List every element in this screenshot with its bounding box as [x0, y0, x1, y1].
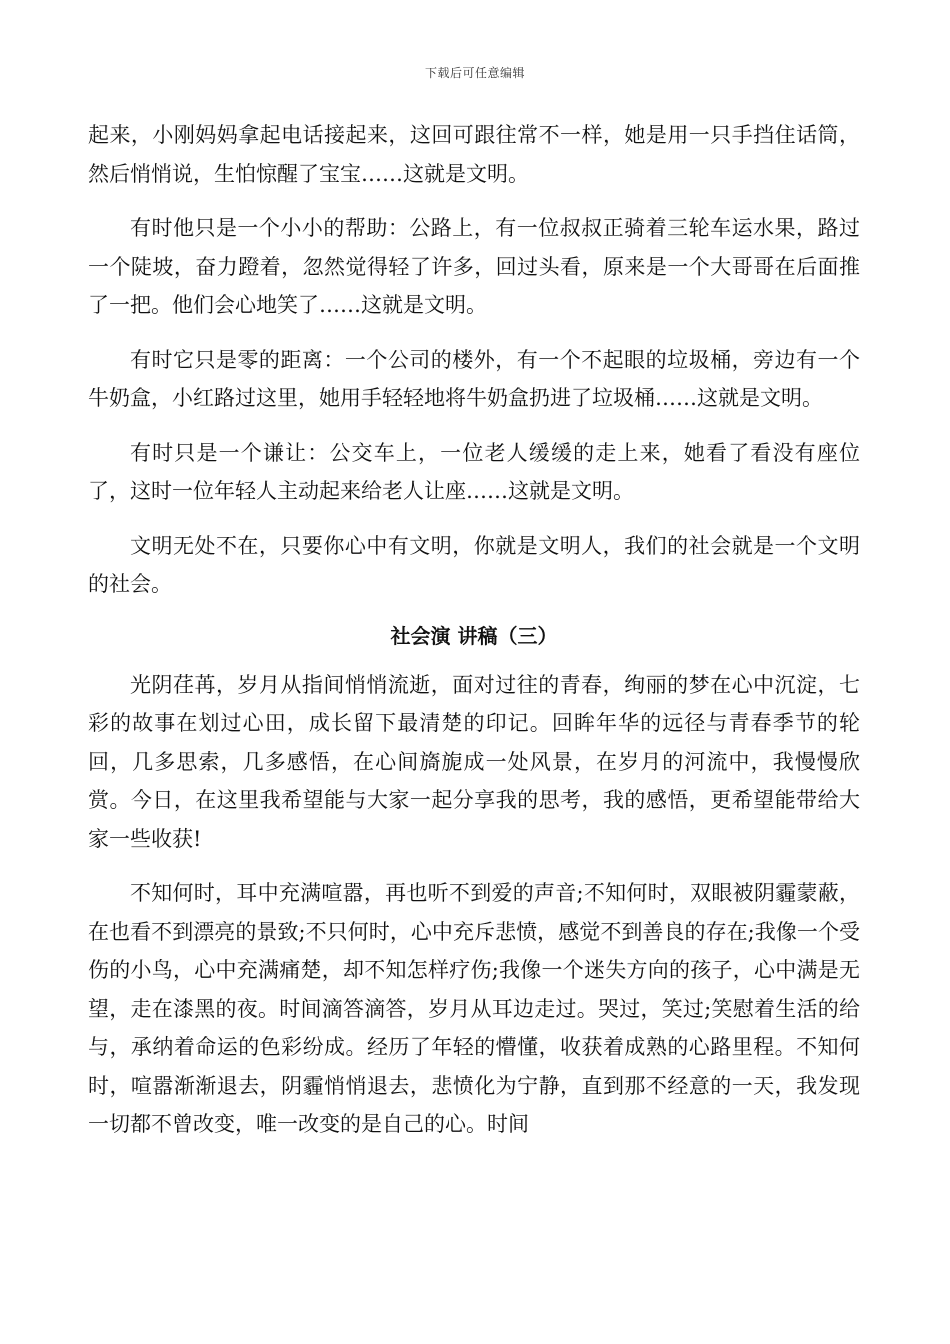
paragraph: 有时只是一个谦让：公交车上，一位老人缓缓的走上来，她看了看没有座位了，这时一位年轻人主动起来给老人让座……这就是文明。 [88, 440, 860, 503]
paragraph-continuation: 起来，小刚妈妈拿起电话接起来，这回可跟往常不一样，她是用一只手挡住话筒，然后悄悄说，生怕惊醒了宝宝……这就是文明。 [88, 123, 860, 186]
paragraph: 有时它只是零的距离：一个公司的楼外，有一个不起眼的垃圾桶，旁边有一个牛奶盒，小红路过这里，她用手轻轻地将牛奶盒扔进了垃圾桶……这就是文明。 [88, 347, 860, 410]
paragraph: 不知何时，耳中充满喧嚣，再也听不到爱的声音;不知何时，双眼被阴霾蒙蔽，在也看不到漂亮的景致;不只何时，心中充斥悲愤，感觉不到善良的存在;我像一个受伤的小鸟，心中充满痛楚，却不知怎样疗伤;我像一个迷失方向的孩子，心中满是无望，走在漆黑的夜。时间滴答滴答，岁月从耳边走过。哭过，笑过;笑慰着生活的给与，承纳着命运的色彩纷成。经历了年轻的懵懂，收获着成熟的心路里程。不知何时，喧嚣渐渐退去，阴霾悄悄退去，悲愤化为宁静，直到那不经意的一天，我发现一切都不曾改变，唯一改变的是自己的心。时间 [88, 881, 860, 1136]
paragraph: 光阴荏苒，岁月从指间悄悄流逝，面对过往的青春，绚丽的梦在心中沉淀，七彩的故事在划过心田，成长留下最清楚的印记。回眸年华的远径与青春季节的轮回，几多思索，几多感悟，在心间旖旎成一处风景，在岁月的河流中，我慢慢欣赏。今日，在这里我希望能与大家一起分享我的思考，我的感悟，更希望能带给大家一些收获! [88, 672, 860, 851]
paragraph: 文明无处不在，只要你心中有文明，你就是文明人，我们的社会就是一个文明的社会。 [88, 533, 860, 596]
document-body [88, 116, 860, 1160]
paragraph: 有时他只是一个小小的帮助：公路上，有一位叔叔正骑着三轮车运水果，路过一个陡坡，奋力蹬着，忽然觉得轻了许多，回过头看，原来是一个大哥哥在后面推了一把。他们会心地笑了……这就是文明。 [88, 216, 860, 317]
section-title: 社会演 讲稿（三） [390, 623, 558, 648]
page-header-note: 下载后可任意编辑 [424, 66, 525, 80]
